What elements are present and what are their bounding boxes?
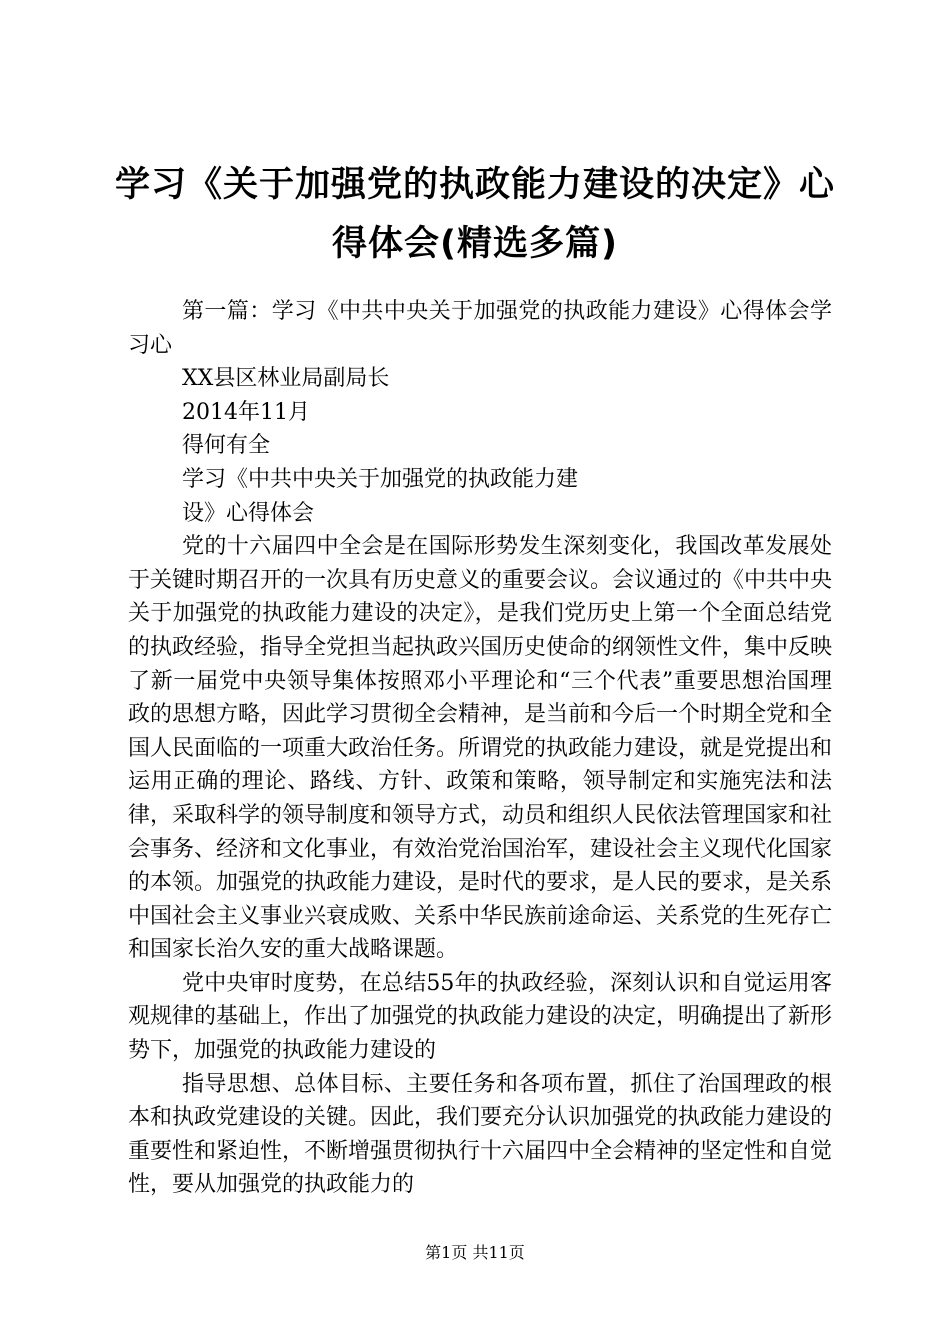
- section-heading: 第一篇：学习《中共中央关于加强党的执政能力建设》心得体会学习心: [128, 299, 832, 358]
- document-body: [128, 295, 832, 1202]
- body-paragraph: 党中央审时度势，在总结55年的执政经验，深刻认识和自觉运用客观规律的基础上，作出了加强党的执政能力建设的决定，明确提出了新形势下，加强党的执政能力建设的: [128, 970, 833, 1064]
- subtitle-line-1: 学习《中共中央关于加强党的执政能力建: [182, 466, 579, 492]
- document-title-line-1: 学习《关于加强党的执政能力建设的决定》心: [114, 165, 835, 205]
- body-paragraph: 指导思想、总体目标、主要任务和各项布置，抓住了治国理政的根本和执政党建设的关键。因此，我们要充分认识加强党的执政能力建设的重要性和紧迫性，不断增强贯彻执行十六届四中全会精神的坚定性和自觉性，要从加强党的执政能力的: [128, 1071, 833, 1198]
- subtitle-line-2: 设》心得体会: [182, 500, 315, 526]
- author-position: XX县区林业局副局长: [182, 366, 390, 392]
- page-footer: 第1页 共11页: [425, 1243, 525, 1262]
- body-paragraph: 党的十六届四中全会是在国际形势发生深刻变化，我国改革发展处于关键时期召开的一次具有历史意义的重要会议。会议通过的《中共中央关于加强党的执政能力建设的决定》，是我们党历史上第一个全面总结党的执政经验，指导全党担当起执政兴国历史使命的纲领性文件，集中反映了新一届党中央领导集体按照邓小平理论和“三个代表”重要思想治国理政的思想方略，因此学习贯彻全会精神，是当前和今后一个时期全党和全国人民面临的一项重大政治任务。所谓党的执政能力建设，就是党提出和运用正确的理论、路线、方针、政策和策略，领导制定和实施宪法和法律，采取科学的领导制度和领导方式，动员和组织人民依法管理国家和社会事务、经济和文化事业，有效治党治国治军，建设社会主义现代化国家的本领。加强党的执政能力建设，是时代的要求，是人民的要求，是关系中国社会主义事业兴衰成败、关系中华民族前途命运、关系党的生死存亡和国家长治久安的重大战略课题。: [128, 534, 833, 963]
- document-title-line-2: 得体会(精选多篇): [332, 224, 618, 264]
- author-name: 得何有全: [182, 433, 271, 459]
- document-date: 2014年11月: [182, 399, 310, 425]
